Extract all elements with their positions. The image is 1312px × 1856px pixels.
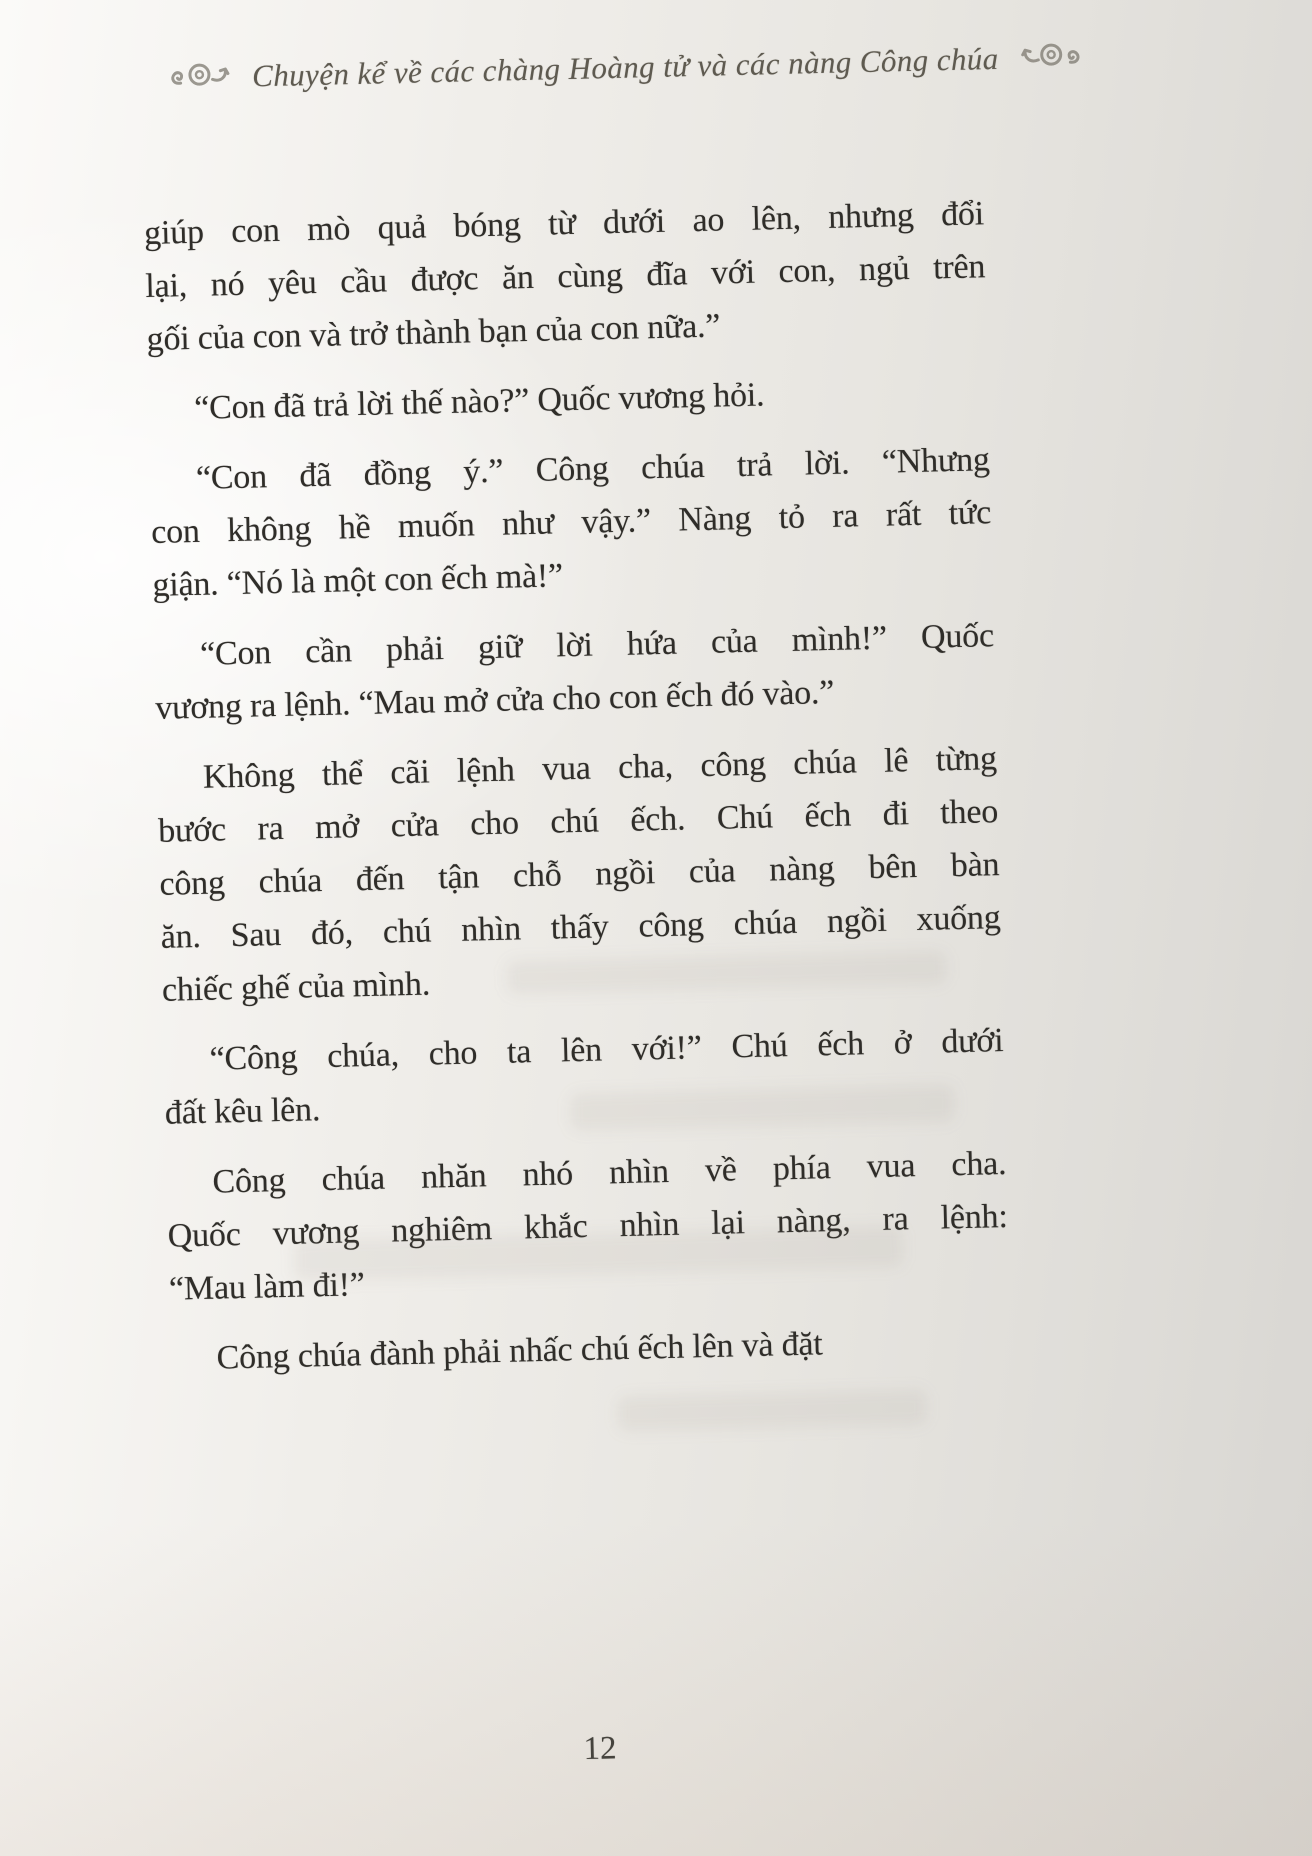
text-line: bước ra mở cửa cho chú ếch. Chú ếch đi theo [157,793,999,850]
text-line: “Con đã đồng ý.” Công chúa trả lời. “Nhưng [195,441,991,497]
text-line: giận. “Nó là một con ếch mà!” [152,557,564,604]
text-line: “Mau làm đi!” [168,1266,366,1308]
text-line: Công chúa đành phải nhấc chú ếch lên và đặt [216,1325,823,1377]
text-line: Công chúa nhăn nhó nhìn về phía vua cha. [212,1144,1007,1201]
paragraph-4 [153,609,995,735]
paragraph-3 [149,433,993,612]
text-line: “Công chúa, cho ta lên với!” Chú ếch ở dưới [209,1022,1004,1078]
text-line: công chúa đến tận chỗ ngồi của nàng bên bàn [159,846,1000,903]
text-line: con không hề muốn như vậy.” Nàng tỏ ra rất tức [150,494,992,551]
text-line: đất kêu lên. [164,1091,321,1132]
paragraph-1 [144,187,988,366]
text-line: Không thể cãi lệnh vua cha, công chúa lê từng [202,740,998,796]
text-line: lại, nó yêu cầu được ăn cùng đĩa với con, ngủ trên [144,248,986,306]
paragraph-2 [148,363,989,436]
swirl-ornament-left-icon [168,57,235,98]
text-line: gối của con và trở thành bạn của con nữa.” [146,307,721,358]
text-line: giúp con mò quả bóng từ dưới ao lên, nhưng đổi [143,195,985,253]
text-line: “Con đã trả lời thế nào?” Quốc vương hỏi. [193,376,765,427]
paragraph-8 [170,1313,1011,1386]
text-line: ăn. Sau đó, chú nhìn thấy công chúa ngồi xuống [160,899,1001,956]
text-line: chiếc ghế của mình. [161,965,431,1009]
story-text-block [144,187,1012,1402]
swirl-ornament-right-icon [1016,37,1083,78]
text-line: “Con cần phải giữ lời hứa của mình!” Quốc [199,617,995,673]
bleed-through-artifact [617,1389,928,1432]
text-line: Quốc vương nghiêm khắc nhìn lại nàng, ra lệnh: [167,1197,1008,1255]
running-header [120,36,1131,99]
page-number: 12 [583,1730,617,1768]
text-line: vương ra lệnh. “Mau mở cửa cho con ếch đó vào.” [154,673,835,727]
book-title: Chuyện kể về các chàng Hoàng tử và các nàng Công chúa [251,40,999,93]
